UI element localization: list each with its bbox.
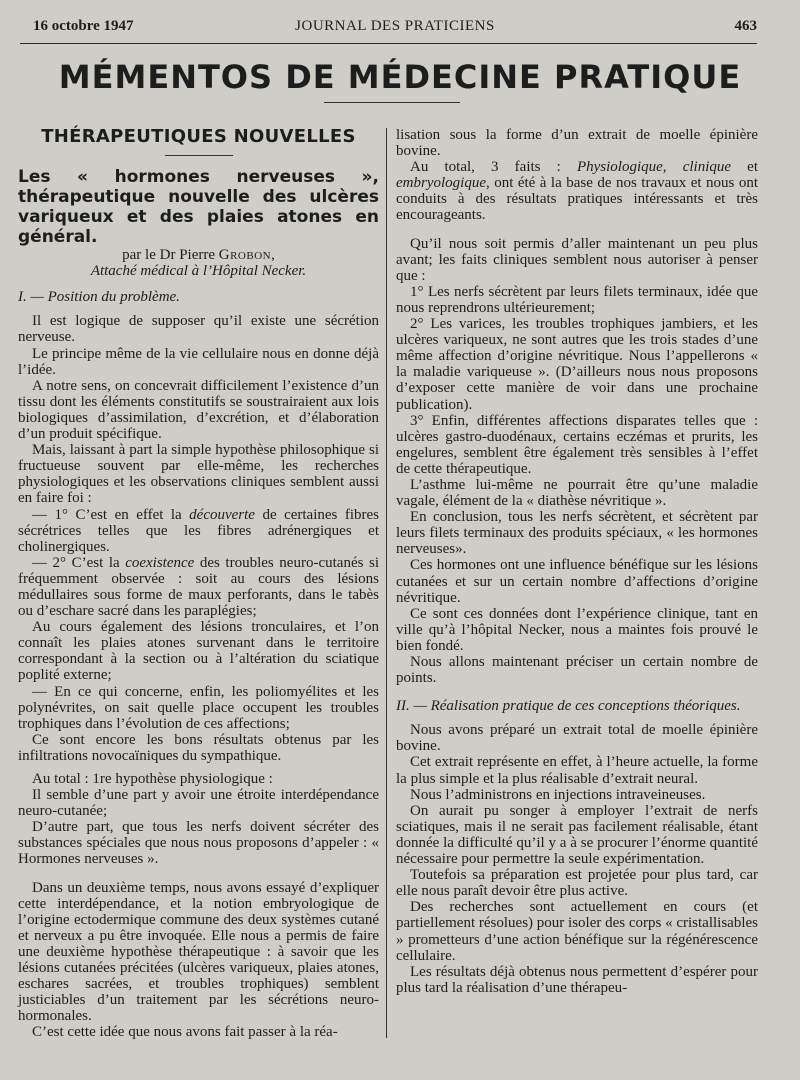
point1-suffix: de certaines fibres sécrétrices telles que les fibres adrénergiques et cholinergiques. — [18, 506, 379, 555]
paragraph: Ce sont ces données dont l’expérience clinique, tant en ville qu’à l’hôpital Necker, nous a maintes fois prouvé le bien fondé. — [396, 605, 758, 654]
title-underline — [324, 102, 460, 103]
paragraph: — En ce qui concerne, enfin, les poliomyélites et les polynévrites, on sait quelle place occupent les troubles trophiques dans l’évolution de ces affections; — [18, 683, 379, 732]
author-prefix: par le Dr Pierre — [122, 247, 219, 264]
facts-emphasis: Physiologique, clinique — [576, 159, 732, 176]
author-surname: Grobon — [218, 247, 272, 264]
paragraph: Ces hormones ont une influence bénéfique sur les lésions cutanées et sur un certain nombre d’affections d’origine névritique. — [396, 557, 758, 606]
part2-heading: II. — Réalisation pratique de ces conceptions théoriques. — [396, 698, 741, 715]
paragraph: On aurait pu songer à employer l’extrait de nerfs sciatiques, mais il ne serait pas facilement réalisable, étant donnée la difficulté qu’il y a à se procurer l’énorme quantité nécessaire pour permettre la seule expérimentation. — [396, 802, 758, 868]
author-line — [18, 247, 379, 263]
paragraph: Nous avons préparé un extrait total de moelle épinière bovine. — [396, 722, 758, 755]
hypothesis-1: Au total : 1re hypothèse physiologique : — [32, 771, 273, 787]
paragraph: Au cours également des lésions tronculaires, et l’on connaît les plaies atones survenant dans le territoire correspondant à la section ou à l’altération du sciatique poplité externe; — [18, 619, 379, 684]
paragraph: Qu’il nous soit permis d’aller maintenant un peu plus avant; les faits cliniques semblent nous autoriser à penser que : — [396, 235, 758, 284]
paragraph: 2° Les varices, les troubles trophiques jambiers, et les ulcères variqueux, ne sont autres que les trois stades d’une même affection d’origine névritique. Nous l’appellerons « la maladie variqueuse ». (D’ailleurs nous nous proposons d’exposer cette manière de voir dans une prochaine publication). — [396, 316, 758, 413]
point1-emphasis: découverte — [189, 506, 255, 523]
point-1 — [18, 507, 379, 555]
paragraph: Nous l’administrons en injections intraveineuses. — [410, 786, 706, 803]
paragraph: L’asthme lui-même ne pourrait être qu’une maladie vagale, élément de la « diathèse névritique ». — [396, 476, 758, 510]
point2-emphasis: coexistence — [125, 554, 195, 571]
issue-date: 16 octobre 1947 — [33, 18, 134, 34]
facts-emphasis-2: embryologique — [396, 175, 486, 192]
running-header — [33, 18, 757, 40]
paragraph: Les résultats déjà obtenus nous permettent d’espérer pour plus tard la réalisation d’une thérapeu- — [396, 963, 758, 996]
section-title: THÉRAPEUTIQUES NOUVELLES — [41, 126, 356, 147]
left-column — [18, 123, 379, 1041]
header-rule — [20, 43, 757, 44]
facts-suffix: , ont été à la base de nos travaux et nous ont conduits à des résultats pratiques intéressants et très encourageants. — [396, 175, 758, 224]
paragraph: Toutefois sa préparation est projetée pour plus tard, car elle nous paraît devoir être plus active. — [396, 867, 758, 900]
paragraph: En conclusion, tous les nerfs sécrètent, et sécrètent par leurs filets terminaux des produits spéciaux, « les hormones nerveuses». — [396, 509, 758, 558]
journal-name: JOURNAL DES PRATICIENS — [295, 18, 495, 34]
paragraph: Des recherches sont actuellement en cours (et partiellement résolues) pour isoler des corps « cristallisables » prometteurs d’une action bénéfique sur la régénérescence cellulaire. — [396, 899, 758, 964]
author-affiliation: Attaché médical à l’Hôpital Necker. — [90, 263, 307, 280]
point2-suffix: des troubles neuro-cutanés si fréquemment observée : soit au cours des lésions médullaires sous forme de maux perforants, dans le tabès ou d’eschare sacré dans les paraplégies; — [18, 554, 379, 620]
paragraph: Dans un deuxième temps, nous avons essayé d’expliquer cette interdépendance, et la notion embryologique de l’origine ectodermique commune des deux systèmes cutané et nerveux a pu être invoquée. Elle nous a permis de faire une deuxième hypothèse thérapeutique : à savoir que les lésions cutanées précitées (ulcères variqueux, plaies atones, eschares sacrées, et troubles trophiques) semblent justiciables d’un traitement par les sécrétions neuro-hormonales. — [18, 879, 379, 1025]
three-facts — [396, 159, 758, 223]
author-suffix: , — [271, 247, 275, 264]
facts-mid: et — [731, 159, 759, 176]
paragraph: Il est logique de supposer qu’il existe une sécrétion nerveuse. — [18, 313, 379, 346]
right-column — [396, 127, 758, 996]
main-title: MÉMENTOS DE MÉDECINE PRATIQUE — [58, 58, 742, 96]
paragraph: Nous allons maintenant préciser un certain nombre de points. — [396, 654, 758, 687]
point-2 — [18, 555, 379, 619]
paragraph: 1° Les nerfs sécrètent par leurs filets terminaux, idée que nous reprendrons ultérieurement; — [396, 283, 758, 316]
paragraph: C’est cette idée que nous avons fait passer à la réa- — [32, 1024, 338, 1041]
paragraph: Le principe même de la vie cellulaire nous en donne déjà l’idée. — [18, 345, 379, 378]
facts-prefix: Au total, 3 faits : — [410, 159, 577, 176]
paragraph: D’autre part, que tous les nerfs doivent sécréter des substances spéciales que nous nous proposons d’appeler : « Hormones nerveuses ». — [18, 819, 379, 868]
page-number: 463 — [734, 18, 757, 34]
paragraph: lisation sous la forme d’un extrait de moelle épinière bovine. — [396, 127, 758, 160]
point2-prefix: — 2° C’est la — [32, 554, 126, 571]
section-rule — [165, 155, 233, 156]
paragraph: Ce sont encore les bons résultats obtenus par les infiltrations novocaïniques du sympathique. — [18, 731, 379, 764]
column-divider — [386, 128, 387, 1038]
paragraph: Mais, laissant à part la simple hypothèse philosophique si fructueuse souvent par elle-même, les recherches physiologiques et les observations cliniques semblent aussi en faire foi : — [18, 442, 379, 507]
paragraph: 3° Enfin, différentes affections disparates telles que : ulcères gastro-duodénaux, certains eczémas et prurits, les engelures, semblent être également très sensibles à l’effet de cette thérapeutique. — [396, 412, 758, 477]
part1-heading: I. — Position du problème. — [18, 289, 180, 306]
article-title: Les « hormones nerveuses », thérapeutique nouvelle des ulcères variqueux et des plaies atones en général. — [18, 167, 379, 248]
paragraph: A notre sens, on concevrait difficilement l’existence d’un tissu dont les éléments constitutifs se soustrairaient aux lois biologiques d’assimilation, d’excrétion, et d’élaboration d’un produit spécifique. — [18, 377, 379, 443]
point1-prefix: — 1° C’est en effet la — [32, 506, 190, 523]
paragraph: Cet extrait représente en effet, à l’heure actuelle, la forme la plus simple et la plus réalisable d’extrait neural. — [396, 754, 758, 787]
paragraph: Il semble d’une part y avoir une étroite interdépendance neuro-cutanée; — [18, 787, 379, 820]
